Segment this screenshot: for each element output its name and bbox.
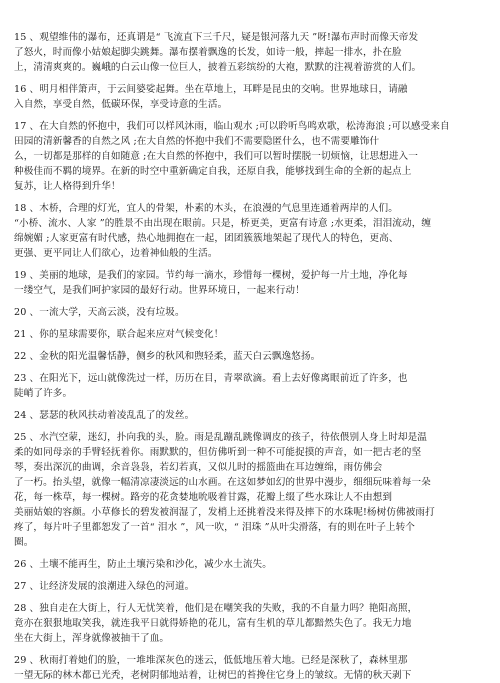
paragraph-20 — [14, 305, 480, 320]
text-line: 17 、在大自然的怀抱中，我们可以样风沐雨，临山观水 ;可以聆听鸟鸣欢歌，松涛海浪 ;可以感受来自 — [14, 121, 450, 132]
paragraph-23 — [14, 371, 480, 401]
text-line: 24 、瑟瑟的秋风扶动着凌乱乱了的发丝。 — [14, 410, 195, 421]
text-line: 16 、明月相伴箫声，于云间婆娑起舞。坐在草地上，耳畔是昆虫的交响。世界地球日，请融 — [14, 84, 408, 95]
text-line: 25 、水汽空蒙，迷幻，扑向我的头，脸。雨是乱蹦乱跳像调皮的孩子，待依偎别人身上时却是温 — [14, 432, 427, 443]
text-line: 了一朽。抬头望，就像一幅清凉凄淡远的山水画。在这如梦如幻的世界中漫步，细细玩味着每一朵 — [14, 477, 431, 488]
text-line: 绵婉媚 ;人家更富有时代感，热心地拥抱在一起，团团簇簇地架起了现代人的特色，更高、 — [14, 233, 399, 244]
text-line: 花，每一株草，每一棵树。路旁的花贪婪地吮吸着甘露，花瓣上缀了些水珠让人不由想到 — [14, 492, 393, 503]
text-line: 19 、美丽的地球，是我们的家园。节约每一滴水，珍惜每一棵树，爱护每一片土地，净化每 — [14, 270, 408, 281]
text-line: 上，清清爽爽的。巍峨的白云山像一位巨人，披着五彩缤纷的大袍，默默的注视着游赏的人们。 — [14, 62, 422, 73]
text-line: 田园的清新馨香的自然之风 ;在大自然的怀抱中我们不需要隐匿什么，也不需要雕饰什 — [14, 136, 380, 147]
text-line: 种极佳而不羁的境界。在新的时空中重新确定自我，还原自我，能够找到生命的全新的起点上 — [14, 166, 412, 177]
text-line: 坐在大街上，浑身就像被抽干了血。 — [14, 633, 170, 644]
text-line: 美丽姑娘的容颜。小草修长的碧发被润湿了，发梢上还挑着没来得及摔下的水珠呢!杨树仿佛被雨打 — [14, 507, 435, 518]
text-line: 21 、你的星球需要你，联合起来应对气候变化！ — [14, 329, 224, 340]
text-line: 一望无际的林木都已光秃，老树阴郁地站着，让树巴的苔搀住它身上的皱纹。无情的秋天剥下 — [14, 670, 412, 681]
paragraph-18 — [14, 201, 480, 261]
text-line: 竟亦在狠狠地取笑我，就连我平日就得娇艳的花儿，富有生机的草儿都黯然失色了。我无力地 — [14, 618, 412, 629]
paragraph-16 — [14, 82, 480, 112]
text-line: 28 、独自走在大街上，行人无忧笑着，他们是在嘲笑我的失败，我的不自量力吗？艳阳高照， — [14, 603, 418, 614]
text-line: 27 、让经济发展的浪潮进入绿色的河道。 — [14, 581, 195, 592]
text-line: 23 、在阳光下，远山就像洗过一样，历历在目，青翠欲滴。看上去好像离眼前近了许多，也 — [14, 373, 408, 384]
text-line: 15 、观望维伟的瀑布，还真谓是“ 飞流直下三千尺，疑是银河落九天 ”呀!瀑布声时而像天帝发 — [14, 32, 419, 43]
paragraph-17 — [14, 119, 480, 194]
paragraph-22 — [14, 349, 480, 364]
text-line: 更强、更平同让人们欲心，边着神仙般的生活。 — [14, 248, 218, 259]
text-line: 20 、一流大学，天高云淡，没有垃圾。 — [14, 307, 185, 318]
text-line: 29 、秋雨打着她们的脸，一堆堆深灰色的迷云，低低地压着大地。已经是深秋了，森林里那 — [14, 655, 408, 666]
paragraph-21 — [14, 327, 480, 342]
text-line: 复苏，让人格得到升华！ — [14, 181, 121, 192]
text-line: 入自然，享受自然，低碳环保，享受诗意的生活。 — [14, 99, 228, 110]
text-line: 了怒火，时而像小姑娘起脚尖跳舞。瀑布摆着飘逸的长发，如诗一般，摔起一排水，扑在脸 — [14, 47, 402, 58]
text-line: 22 、金秋的阳光温馨恬静，侧乡的秋风和煦轻柔，蓝天白云飘逸悠扬。 — [14, 351, 321, 362]
text-line: 一缕空气，是我们呵护家园的最好行动。世界环境日，一起来行动！ — [14, 285, 305, 296]
text-line: “小桥、流水、人家 ”的胜景不由出现在眼前。只是，桥更美，更富有诗意 ;水更柔，泪泪流动，缠 — [14, 218, 432, 229]
text-line: 琴，奏出深沉的曲调，余音袅袅，若幻若真，又似儿时的摇篮曲在耳边缠绵，雨仿佛会 — [14, 462, 383, 473]
text-line: 柔的如同母亲的手臂轻抚着你。雨默默的，但仿佛听到一种不可能捉摸的声音，如一把古老的坚 — [14, 447, 422, 458]
paragraph-15 — [14, 30, 480, 75]
paragraph-25 — [14, 430, 480, 550]
text-line: 圈。 — [14, 537, 34, 548]
text-line: 26 、土壤不能再生，防止土壤污染和沙化，减少水土流失。 — [14, 559, 272, 570]
text-line: 陡峭了许多。 — [14, 388, 73, 399]
paragraph-27 — [14, 579, 480, 594]
text-line: 18 、木桥，合理的灯光，宜人的骨架，朴素的木头，在浪漫的气息里连通着两岸的人们。 — [14, 203, 398, 214]
paragraph-28 — [14, 601, 480, 646]
paragraph-26 — [14, 557, 480, 572]
text-line: 么，一切都是那样的自如随意 ;在大自然的怀抱中，我们可以暂时摆脱一切烦恼，让思想进入一 — [14, 151, 418, 162]
paragraph-19 — [14, 268, 480, 298]
paragraph-29 — [14, 653, 480, 683]
paragraph-24 — [14, 408, 480, 423]
text-line: 疼了，每片叶子里都恕发了一首“ 泪水 ”，风一吹，“ 泪珠 ”从叶尖滑落，有的则在叶子上转个 — [14, 522, 415, 533]
